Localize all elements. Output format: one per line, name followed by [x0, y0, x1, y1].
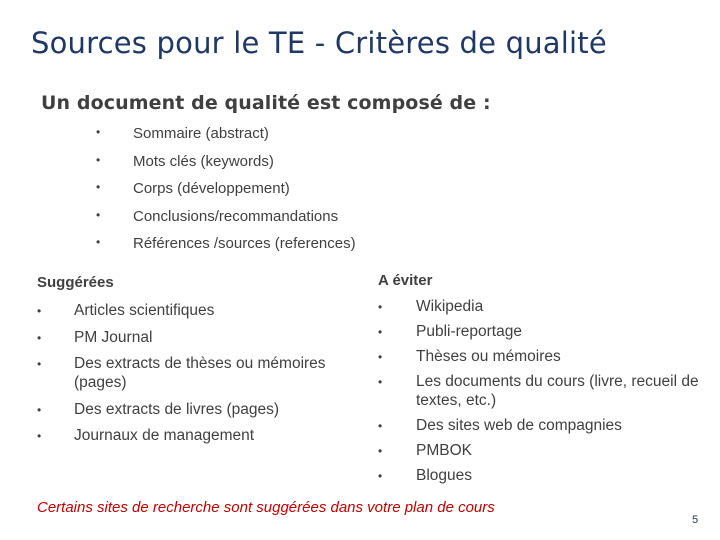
- list-item-label: Sommaire (abstract): [133, 125, 269, 142]
- list-item: [378, 347, 706, 366]
- components-list: [96, 125, 356, 263]
- bullet-icon: •: [37, 402, 42, 417]
- list-item-label: Des extracts de thèses ou mémoires (pages): [74, 355, 326, 391]
- bullet-icon: •: [96, 125, 101, 139]
- bullet-icon: •: [96, 207, 101, 222]
- list-item: [378, 416, 706, 435]
- suggested-heading: Suggérées: [37, 274, 114, 291]
- list-item: [96, 208, 356, 236]
- list-item-label: Mots clés (keywords): [133, 152, 274, 170]
- list-item: [378, 297, 706, 316]
- bullet-icon: •: [378, 325, 383, 339]
- avoid-list: [378, 297, 706, 491]
- list-item: [37, 328, 349, 347]
- page-number: 5: [692, 514, 699, 526]
- bullet-icon: •: [37, 304, 42, 318]
- list-item-label: Corps (développement): [133, 180, 290, 198]
- bullet-icon: •: [378, 419, 383, 433]
- bullet-icon: •: [378, 469, 383, 483]
- bullet-icon: •: [378, 300, 383, 314]
- bullet-icon: •: [96, 180, 101, 195]
- suggested-list: [37, 301, 349, 453]
- list-item-label: Publi-reportage: [416, 323, 522, 340]
- bullet-icon: •: [37, 330, 42, 345]
- list-item-label: Conclusions/recommandations: [133, 207, 339, 225]
- slide-subtitle: Un document de qualité est composé de :: [41, 92, 491, 114]
- list-item: [37, 400, 349, 419]
- bullet-icon: •: [96, 152, 101, 167]
- list-item-label: Wikipedia: [416, 298, 484, 315]
- list-item-label: PM Journal: [74, 328, 153, 346]
- list-item: [96, 125, 356, 153]
- list-item: [378, 466, 706, 485]
- list-item-label: Des extracts de livres (pages): [74, 400, 280, 418]
- bullet-icon: •: [96, 235, 101, 250]
- bullet-icon: •: [378, 350, 383, 364]
- list-item: [96, 235, 356, 263]
- list-item-label: Blogues: [416, 467, 473, 484]
- list-item: [378, 441, 706, 460]
- footnote: Certains sites de recherche sont suggérées dans votre plan de cours: [37, 499, 495, 516]
- list-item: [378, 372, 706, 410]
- list-item: [378, 322, 706, 341]
- avoid-heading: A éviter: [378, 272, 433, 289]
- list-item: [37, 426, 349, 445]
- list-item: [37, 354, 349, 392]
- list-item-label: Journaux de management: [74, 427, 255, 444]
- bullet-icon: •: [37, 357, 42, 371]
- list-item: [96, 153, 356, 181]
- list-item-label: Références /sources (references): [133, 235, 356, 253]
- list-item-label: Thèses ou mémoires: [416, 348, 561, 365]
- bullet-icon: •: [378, 375, 383, 389]
- list-item-label: Les documents du cours (livre, recueil de textes, etc.): [416, 373, 699, 409]
- list-item-label: PMBOK: [416, 442, 472, 459]
- list-item: [96, 180, 356, 208]
- list-item: [37, 301, 349, 320]
- bullet-icon: •: [37, 429, 42, 443]
- bullet-icon: •: [378, 444, 383, 458]
- list-item-label: Articles scientifiques: [74, 302, 215, 319]
- slide-title: Sources pour le TE - Critères de qualité: [31, 26, 607, 60]
- list-item-label: Des sites web de compagnies: [416, 417, 622, 434]
